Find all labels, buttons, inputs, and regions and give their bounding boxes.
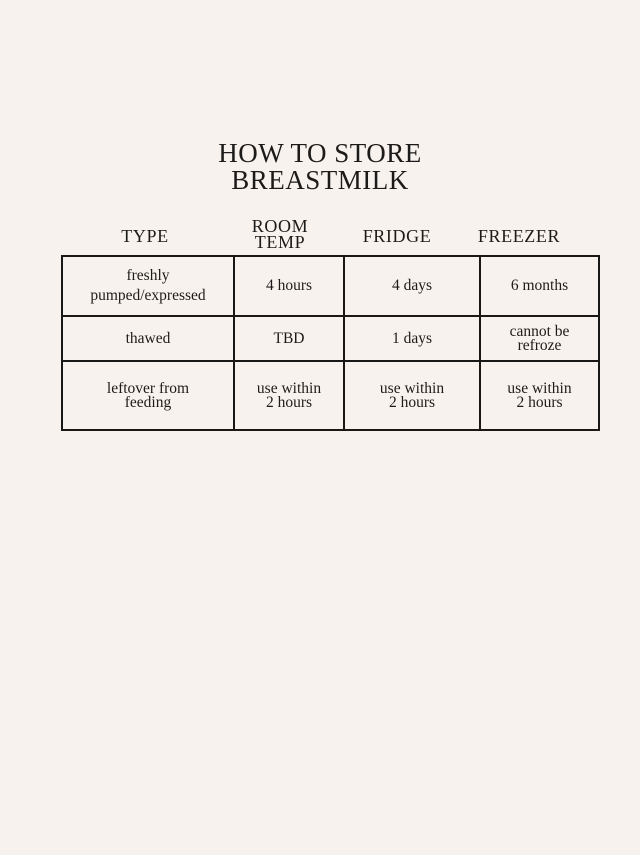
cell-text: 2 hours [516, 393, 563, 411]
column-header-fridge-label: FRIDGE [362, 226, 432, 246]
cell-fridge [344, 316, 480, 361]
table-row [62, 361, 599, 430]
cell-text: pumped/expressed [90, 287, 206, 304]
cell-text: freshly [126, 267, 170, 284]
page-title [0, 140, 640, 194]
cell-text: use within [379, 379, 445, 397]
cell-text: 4 days [391, 277, 433, 294]
cell-text: use within [507, 379, 572, 397]
cell-text: 4 hours [265, 277, 313, 294]
column-header-fridge [332, 214, 462, 254]
column-header-type [62, 214, 228, 254]
cell-text: TBD [273, 329, 305, 347]
cell-room-temp [234, 361, 344, 430]
cell-fridge [344, 361, 480, 430]
cell-text: 2 hours [388, 393, 436, 411]
cell-type [62, 256, 234, 316]
title-line-1: HOW TO STORE [218, 138, 422, 168]
column-headers [62, 214, 576, 254]
cell-text: feeding [124, 393, 172, 411]
cell-type [62, 361, 234, 430]
storage-table [61, 255, 600, 431]
column-header-room-temp [228, 214, 332, 254]
column-header-freezer-label: FREEZER [477, 226, 561, 246]
cell-freezer [480, 256, 599, 316]
column-header-room-temp-line-2: TEMP [254, 232, 306, 252]
cell-room-temp [234, 256, 344, 316]
cell-text: 2 hours [265, 393, 313, 411]
cell-type [62, 316, 234, 361]
cell-text: use within [256, 379, 322, 397]
cell-text: leftover from [106, 379, 190, 397]
table-row [62, 256, 599, 316]
table-row [62, 316, 599, 361]
title-line-2: BREASTMILK [231, 165, 409, 195]
cell-text: cannot be [509, 322, 570, 340]
column-header-room-temp-line-1: ROOM [251, 216, 309, 236]
cell-room-temp [234, 316, 344, 361]
cell-freezer [480, 361, 599, 430]
cell-text: refroze [517, 336, 562, 354]
cell-fridge [344, 256, 480, 316]
column-header-type-label: TYPE [121, 226, 169, 246]
cell-text: thawed [125, 329, 171, 347]
cell-text: 1 days [391, 329, 433, 347]
cell-text: 6 months [510, 277, 569, 294]
column-header-freezer [462, 214, 576, 254]
cell-freezer [480, 316, 599, 361]
